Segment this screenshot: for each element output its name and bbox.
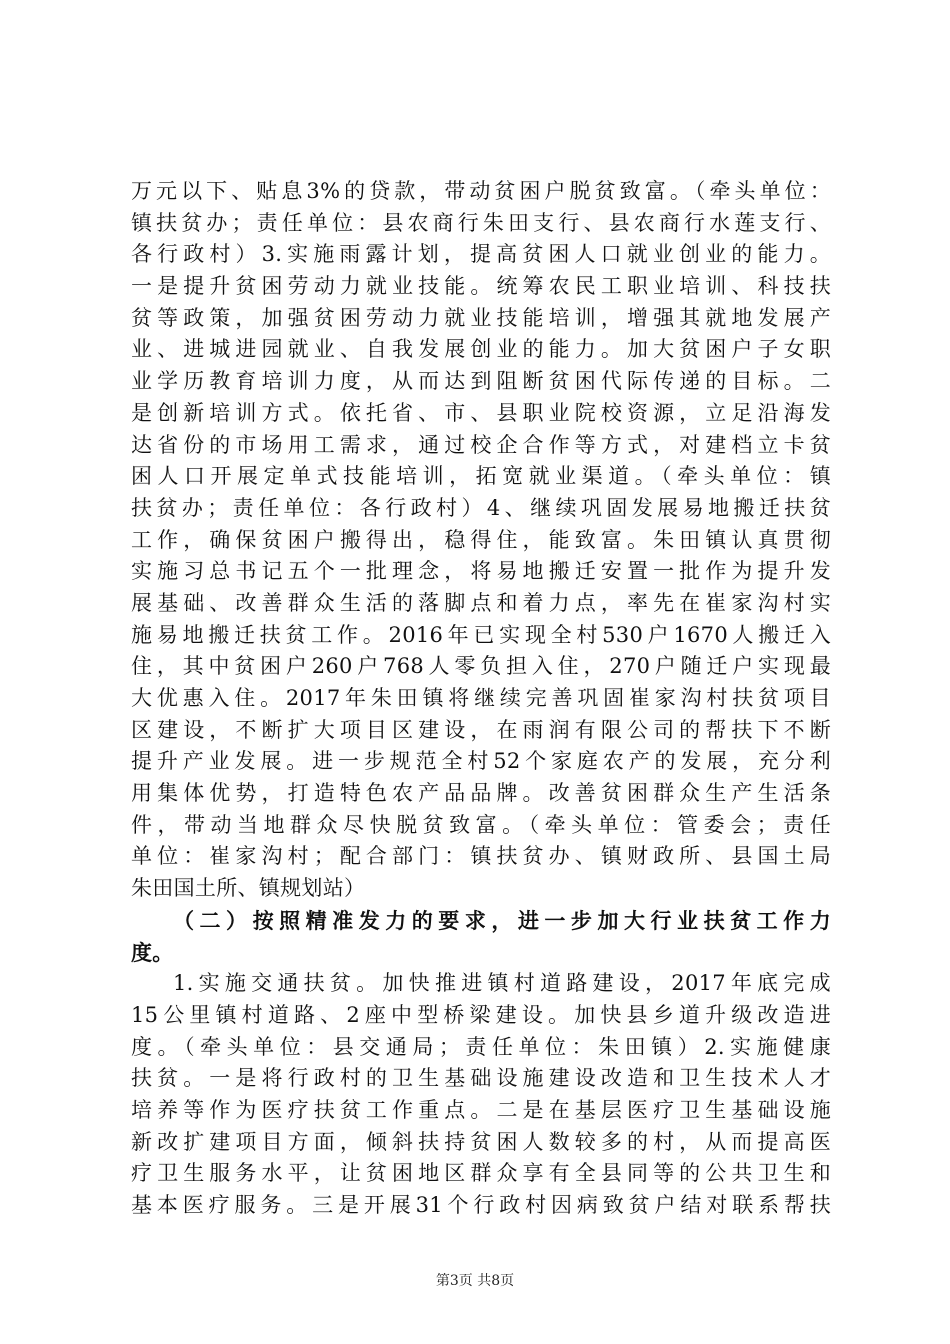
text-line: 住，其中贫困户260户768人零负担入住，270户随迁户实现最 bbox=[131, 654, 831, 679]
text-line: 新改扩建项目方面，倾斜扶持贫困人数较多的村，从而提高医 bbox=[131, 1129, 831, 1154]
text-line: 件，带动当地群众尽快脱贫致富。（牵头单位：管委会；责任 bbox=[131, 812, 831, 837]
text-line: 困人口开展定单式技能培训，拓宽就业渠道。（牵头单位：镇 bbox=[131, 464, 831, 489]
text-line: 朱田国土所、镇规划站） bbox=[131, 876, 366, 901]
text-line: 贫等政策，加强贫困劳动力就业技能培训，增强其就地发展产 bbox=[131, 305, 831, 330]
text-line: 大优惠入住。2017年朱田镇将继续完善巩固崔家沟村扶贫项目 bbox=[131, 686, 831, 710]
text-line: 区建设，不断扩大项目区建设，在雨润有限公司的帮扶下不断 bbox=[131, 717, 831, 742]
text-line: 展基础、改善群众生活的落脚点和着力点，率先在崔家沟村实 bbox=[131, 590, 831, 615]
text-line: 业学历教育培训力度，从而达到阻断贫困代际传递的目标。二 bbox=[131, 369, 831, 394]
heading-line: （二）按照精准发力的要求，进一步加大行业扶贫工作力 bbox=[173, 907, 831, 933]
text-line: 各行政村）3.实施雨露计划，提高贫困人口就业创业的能力。 bbox=[131, 242, 831, 267]
text-line: 1.实施交通扶贫。加快推进镇村道路建设，2017年底完成 bbox=[173, 971, 831, 996]
page-number-footer: 第3页 共8页 bbox=[435, 1273, 515, 1289]
text-line: 扶贫。一是将行政村的卫生基础设施建设改造和卫生技术人才 bbox=[131, 1066, 831, 1091]
text-line: 疗卫生服务水平，让贫困地区群众享有全县同等的公共卫生和 bbox=[131, 1161, 831, 1186]
text-line: 用集体优势，打造特色农产品品牌。改善贫困群众生产生活条 bbox=[131, 781, 831, 806]
text-line: 扶贫办；责任单位：各行政村）4、继续巩固发展易地搬迁扶贫 bbox=[131, 495, 831, 520]
paragraph-2 bbox=[131, 968, 831, 1222]
text-line: 镇扶贫办；责任单位：县农商行朱田支行、县农商行水莲支行、 bbox=[131, 210, 831, 235]
text-line: 是创新培训方式。依托省、市、县职业院校资源，立足沿海发 bbox=[131, 400, 831, 425]
section-heading bbox=[131, 905, 831, 968]
text-line: 万元以下、贴息3%的贷款，带动贫困户脱贫致富。（牵头单位： bbox=[131, 179, 831, 203]
text-line: 15公里镇村道路、2座中型桥梁建设。加快县乡道升级改造进 bbox=[131, 1002, 831, 1027]
heading-line: 度。 bbox=[131, 939, 174, 965]
text-line: 工作，确保贫困户搬得出，稳得住，能致富。朱田镇认真贯彻 bbox=[131, 527, 831, 552]
text-line: 达省份的市场用工需求，通过校企合作等方式，对建档立卡贫 bbox=[131, 432, 831, 457]
document-body bbox=[131, 176, 831, 1222]
text-line: 基本医疗服务。三是开展31个行政村因病致贫户结对联系帮扶 bbox=[131, 1193, 831, 1217]
text-line: 培养等作为医疗扶贫工作重点。二是在基层医疗卫生基础设施 bbox=[131, 1097, 831, 1122]
text-line: 一是提升贫困劳动力就业技能。统筹农民工职业培训、科技扶 bbox=[131, 274, 831, 299]
text-line: 度。（牵头单位：县交通局；责任单位：朱田镇）2.实施健康 bbox=[131, 1034, 831, 1059]
text-line: 业、进城进园就业、自我发展创业的能力。加大贫困户子女职 bbox=[131, 337, 831, 362]
paragraph-1 bbox=[131, 176, 831, 905]
text-line: 施易地搬迁扶贫工作。2016年已实现全村530户1670人搬迁入 bbox=[131, 622, 831, 647]
text-line: 提升产业发展。进一步规范全村52个家庭农产的发展，充分利 bbox=[131, 749, 831, 774]
text-line: 单位：崔家沟村；配合部门：镇扶贫办、镇财政所、县国土局 bbox=[131, 844, 831, 869]
text-line: 实施习总书记五个一批理念，将易地搬迁安置一批作为提升发 bbox=[131, 559, 831, 584]
